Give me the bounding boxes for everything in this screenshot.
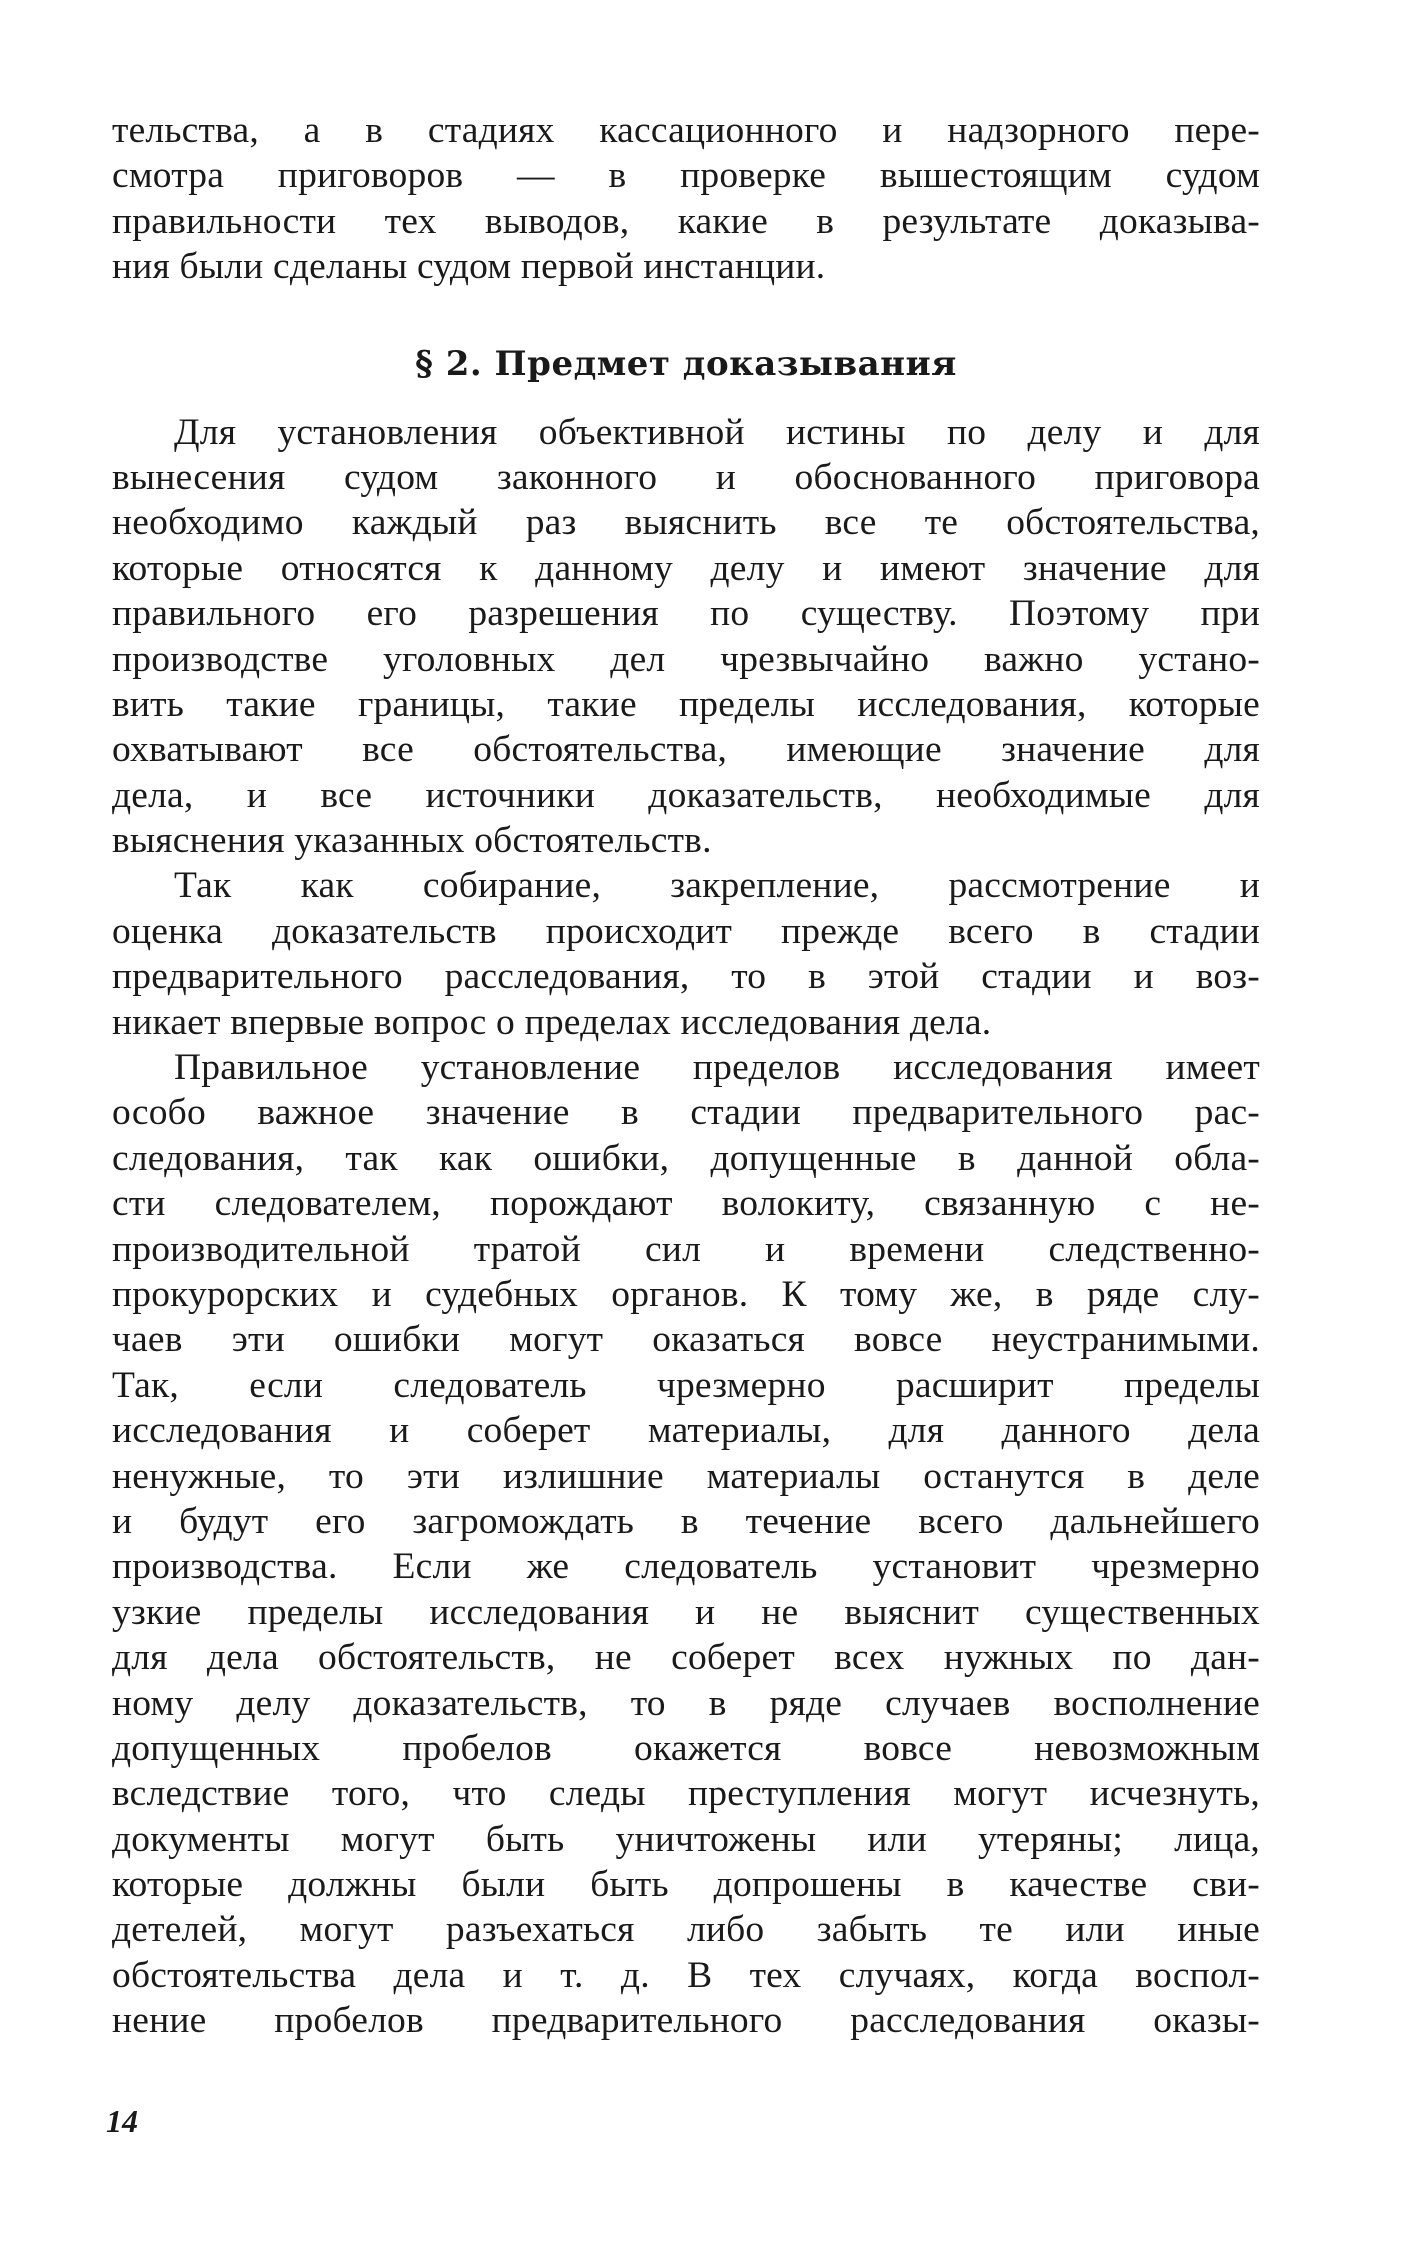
text-line: предварительного расследования, то в этой стадии и воз- [112, 956, 1260, 998]
text-line: правильности тех выводов, какие в результате доказыва- [112, 200, 1260, 242]
text-line: узкие пределы исследования и не выяснит существенных [112, 1591, 1260, 1633]
text-line: ния были сделаны судом первой инстанции. [112, 246, 826, 288]
text-line: которые относятся к данному делу и имеют значение для [112, 547, 1260, 589]
text-line: Правильное установление пределов исследования имеет [174, 1047, 1260, 1089]
paragraph-3 [112, 1045, 1260, 2044]
text-line: правильного его разрешения по существу. Поэтому при [112, 593, 1260, 635]
text-line: вынесения судом законного и обоснованного приговора [112, 456, 1260, 498]
text-line: производстве уголовных дел чрезвычайно важно устано- [112, 638, 1260, 680]
text-line: сти следователем, порождают волокиту, связанную с не- [112, 1183, 1260, 1225]
text-line: Для установления объективной истины по делу и для [174, 411, 1260, 453]
text-line: производительной тратой сил и времени следственно- [112, 1228, 1260, 1270]
text-line: нение пробелов предварительного расследования оказы- [112, 2000, 1260, 2042]
text-line: следования, так как ошибки, допущенные в данной обла- [112, 1137, 1260, 1179]
text-line: для дела обстоятельств, не соберет всех нужных по дан- [112, 1637, 1260, 1679]
text-line: производства. Если же следователь установит чрезмерно [112, 1546, 1260, 1588]
text-line: которые должны были быть допрошены в качестве сви- [112, 1864, 1260, 1906]
text-line: чаев эти ошибки могут оказаться вовсе неустранимыми. [112, 1319, 1260, 1361]
text-line: охватывают все обстоятельства, имеющие значение для [112, 729, 1260, 771]
text-line: детелей, могут разъехаться либо забыть те или иные [112, 1909, 1260, 1951]
text-line: оценка доказательств происходит прежде всего в стадии [112, 910, 1260, 952]
text-line: ному делу доказательств, то в ряде случаев восполнение [112, 1682, 1260, 1724]
text-line: смотра приговоров — в проверке вышестоящим судом [112, 155, 1260, 197]
text-line: допущенных пробелов окажется вовсе невозможным [112, 1727, 1260, 1769]
paragraph-1 [112, 410, 1260, 864]
text-line: особо важное значение в стадии предварительного рас- [112, 1092, 1260, 1134]
text-line: вследствие того, что следы преступления могут исчезнуть, [112, 1773, 1260, 1815]
intro-paragraph [112, 108, 1260, 290]
page-number: 14 [106, 2103, 138, 2139]
text-line: обстоятельства дела и т. д. В тех случаях, когда воспол- [112, 1954, 1260, 1996]
text-line: необходимо каждый раз выяснить все те обстоятельства, [112, 502, 1260, 544]
text-line: дела, и все источники доказательств, необходимые для [112, 774, 1260, 816]
text-line: Так как собирание, закрепление, рассмотрение и [174, 865, 1260, 907]
section-heading: § 2. Предмет доказывания [415, 343, 957, 384]
text-line: вить такие границы, такие пределы исследования, которые [112, 683, 1260, 725]
paragraph-2 [112, 863, 1260, 1045]
text-line: выяснения указанных обстоятельств. [112, 820, 712, 862]
text-line: тельства, а в стадиях кассационного и надзорного пере- [112, 110, 1260, 151]
text-line: и будут его загромождать в течение всего дальнейшего [112, 1500, 1260, 1542]
text-line: прокурорских и судебных органов. К тому же, в ряде слу- [112, 1273, 1260, 1315]
text-line: документы могут быть уничтожены или утеряны; лица, [112, 1818, 1260, 1860]
text-line: никает впервые вопрос о пределах исследования дела. [112, 1001, 992, 1043]
text-line: ненужные, то эти излишние материалы останутся в деле [112, 1455, 1260, 1497]
book-page [112, 108, 1260, 2044]
text-line: исследования и соберет материалы, для данного дела [112, 1410, 1260, 1452]
text-line: Так, если следователь чрезмерно расширит пределы [112, 1364, 1260, 1406]
